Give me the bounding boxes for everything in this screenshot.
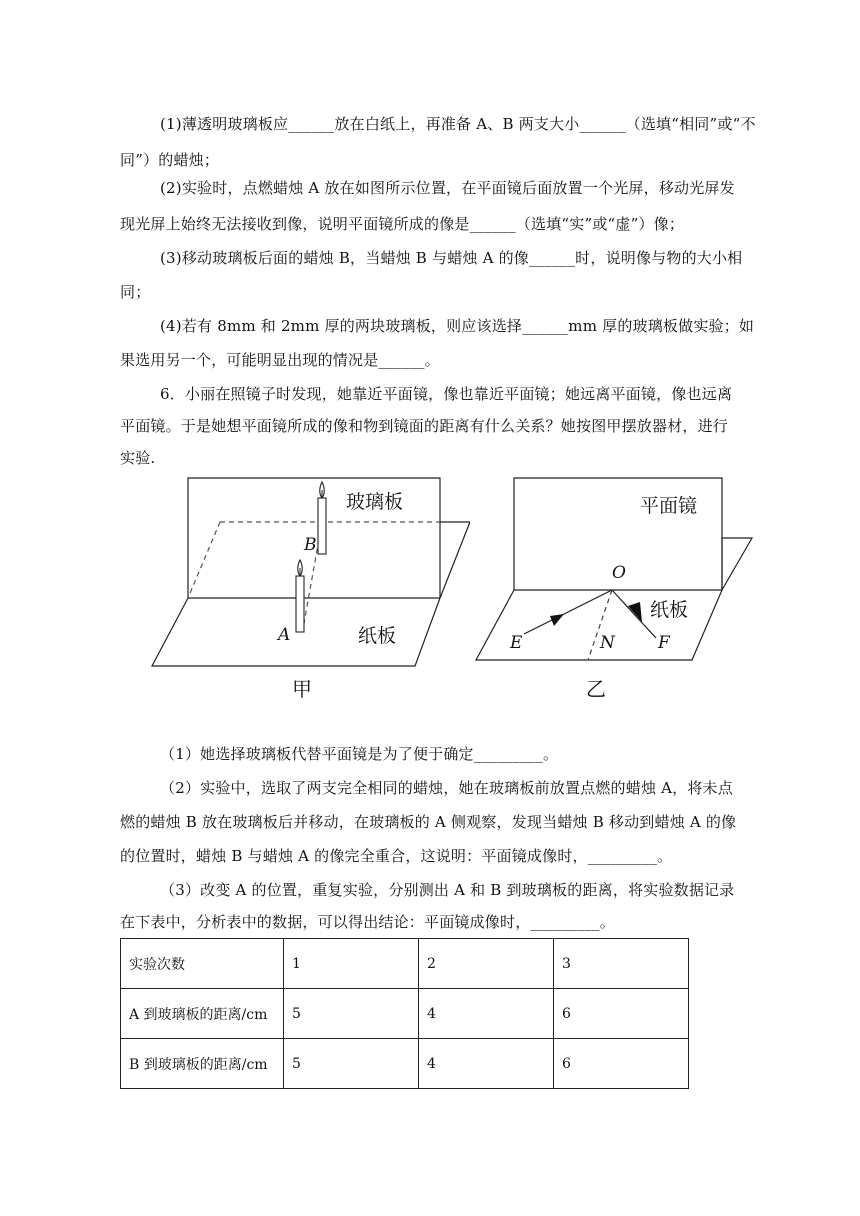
figure-yi: [470, 474, 760, 704]
candle-b: [318, 482, 326, 554]
table-cell: A 到玻璃板的距离/cm: [121, 989, 284, 1039]
question-3-line-2: 同；: [120, 283, 151, 301]
sub-question-3-line-1: （3）改变 A 的位置，重复实验，分别测出 A 和 B 到玻璃板的距离，将实验数据记录: [160, 881, 735, 899]
data-table: [120, 938, 689, 1089]
problem-6-line-2: 平面镜。于是她想平面镜所成的像和物到镜面的距离有什么关系？她按图甲摆放器材，进行: [120, 417, 729, 435]
question-4-line-1: (4)若有 8mm 和 2mm 厚的两块玻璃板，则应该选择______mm 厚的玻璃板做实验；如: [160, 317, 755, 335]
table-cell: 5: [284, 1039, 419, 1089]
table-cell: 4: [419, 989, 554, 1039]
figure-jia: [150, 474, 470, 704]
question-1-line-1: (1)薄透明玻璃板应______放在白纸上，再准备 A、B 两支大小______（选填“相同”或“不: [160, 115, 756, 133]
question-2-line-2: 现光屏上始终无法接收到像，说明平面镜所成的像是______（选填“实”或“虚”）像；: [120, 215, 685, 233]
question-4-line-2: 果选用另一个，可能明显出现的情况是______。: [120, 351, 440, 369]
table-row: [121, 1039, 689, 1089]
sub-question-2-line-3: 的位置时，蜡烛 B 与蜡烛 A 的像完全重合，这说明：平面镜成像时，_________。: [120, 847, 673, 865]
sub-question-1-line-1: （1）她选择玻璃板代替平面镜是为了便于确定_________。: [160, 745, 559, 763]
table-cell: 6: [554, 1039, 689, 1089]
table-cell: B 到玻璃板的距离/cm: [121, 1039, 284, 1089]
question-1-line-2: 同”）的蜡烛；: [120, 151, 220, 169]
point-e-label: E: [510, 633, 523, 653]
table-cell: 实验次数: [121, 939, 284, 989]
question-2-line-1: (2)实验时，点燃蜡烛 A 放在如图所示位置，在平面镜后面放置一个光屏，移动光屏发: [160, 179, 735, 197]
table-cell: 1: [284, 939, 419, 989]
table-cell: 4: [419, 1039, 554, 1089]
point-n-label: N: [600, 633, 615, 653]
point-o-label: O: [612, 563, 626, 583]
paper-label: 纸板: [650, 599, 689, 621]
figure-jia-caption: 甲: [292, 677, 312, 701]
paper-board: [188, 522, 470, 598]
table-row: [121, 989, 689, 1039]
point-a-label: A: [278, 625, 291, 645]
question-3-line-1: (3)移动玻璃板后面的蜡烛 B，当蜡烛 B 与蜡烛 A 的像______时，说明像与物的大小相: [160, 249, 743, 267]
point-b-label: B: [304, 535, 317, 555]
paper-board-label: 纸板: [358, 625, 397, 647]
candle-a: [296, 560, 304, 632]
problem-6-line-3: 实验.: [120, 449, 156, 467]
sub-question-2-line-1: （2）实验中，选取了两支完全相同的蜡烛，她在玻璃板前放置点燃的蜡烛 A，将未点: [160, 779, 733, 797]
incident-arrow-icon: [550, 614, 564, 626]
table-cell: 5: [284, 989, 419, 1039]
glass-board-label: 玻璃板: [346, 491, 404, 513]
table-cell: 3: [554, 939, 689, 989]
point-f-label: F: [658, 633, 670, 653]
reflected-arrow-icon: [628, 602, 642, 622]
problem-6-line-1: 6．小丽在照镜子时发现，她靠近平面镜，像也靠近平面镜；她远离平面镜，像也远离: [160, 385, 733, 403]
table-cell: 2: [419, 939, 554, 989]
table-row: [121, 939, 689, 989]
sub-question-2-line-2: 燃的蜡烛 B 放在玻璃板后并移动，在玻璃板的 A 侧观察，发现当蜡烛 B 移动到蜡烛 A 的像: [120, 813, 737, 831]
figure-yi-caption: 乙: [586, 677, 606, 701]
mirror-label: 平面镜: [640, 495, 698, 517]
table-cell: 6: [554, 989, 689, 1039]
sub-question-3-line-2: 在下表中，分析表中的数据，可以得出结论：平面镜成像时，_________。: [120, 913, 615, 931]
